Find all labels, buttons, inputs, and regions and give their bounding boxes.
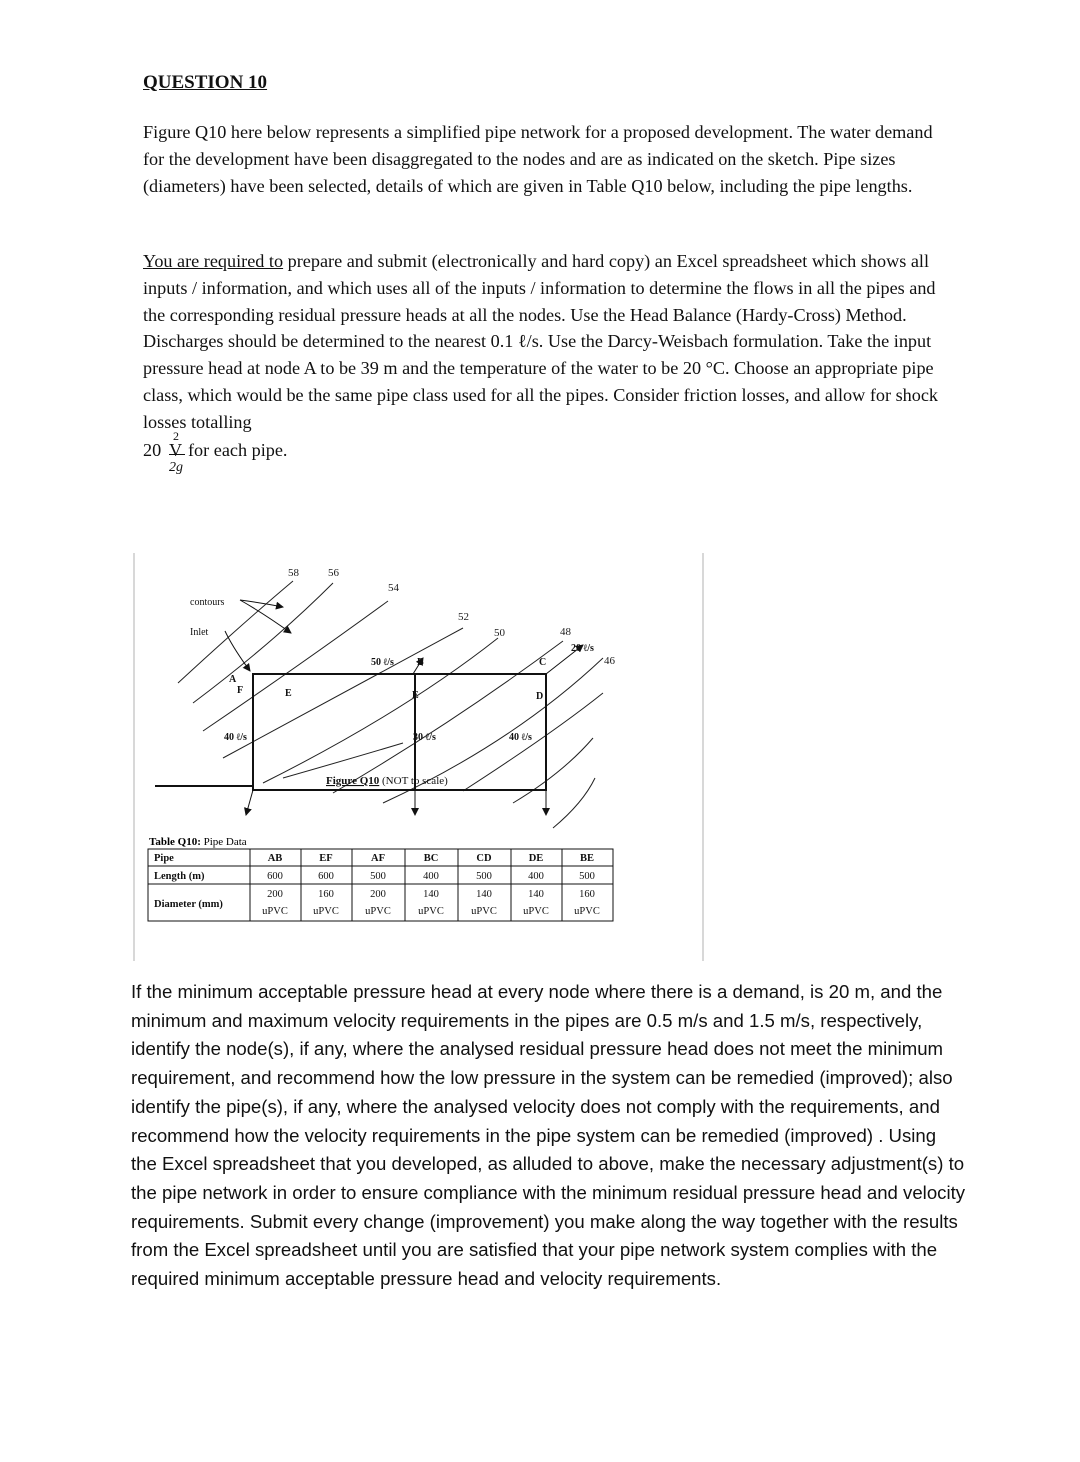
contours-label: contours xyxy=(190,597,225,608)
pipe-network-loop xyxy=(253,674,546,790)
node-b-label: B xyxy=(417,657,424,668)
material-cell: uPVC xyxy=(313,906,339,917)
formula-suffix: for each pipe. xyxy=(188,440,288,460)
contour-lower-4 xyxy=(283,743,403,778)
pipe-header-cell: AF xyxy=(371,853,385,864)
contour-label-52: 52 xyxy=(458,611,469,623)
left-demand-arrow xyxy=(246,790,253,815)
formula-fraction-bar xyxy=(169,454,185,455)
shock-loss-formula xyxy=(143,430,403,480)
material-cell: uPVC xyxy=(365,906,391,917)
pipe-header-cell: AB xyxy=(267,853,283,864)
figure-caption-note: (NOT to scale) xyxy=(379,775,448,787)
contour-54 xyxy=(203,601,388,731)
row-label-diameter: Diameter (mm) xyxy=(154,899,223,910)
diameter-cell: 140 xyxy=(423,889,439,900)
material-cell: uPVC xyxy=(262,906,288,917)
formula-coefficient: 20 xyxy=(143,440,162,460)
contour-label-46: 46 xyxy=(604,655,615,667)
formula-exponent: 2 xyxy=(173,429,179,443)
pipe-header-cell: BC xyxy=(423,853,439,864)
length-cell: 600 xyxy=(318,871,334,882)
pipe-network-figure xyxy=(133,553,705,963)
material-cell: uPVC xyxy=(574,906,600,917)
table-title-normal: Pipe Data xyxy=(200,836,247,848)
contour-label-54: 54 xyxy=(388,582,399,594)
table-title xyxy=(149,836,247,848)
demand-mid-label: 30 ℓ/s xyxy=(413,732,436,743)
contour-lower-2 xyxy=(513,738,593,803)
pipe-header-cell: EF xyxy=(319,853,333,864)
formula-numerator: V xyxy=(169,440,183,460)
node-e-left-label: E xyxy=(285,688,292,699)
node-a-label: A xyxy=(229,674,237,685)
node-e-mid-label: E xyxy=(412,690,419,701)
demand-c-label: 20 ℓ/s xyxy=(571,643,594,654)
diameter-cell: 160 xyxy=(318,889,334,900)
row-label-pipe: Pipe xyxy=(154,853,174,864)
diameter-cell: 140 xyxy=(476,889,492,900)
material-cell: uPVC xyxy=(418,906,444,917)
material-cell: uPVC xyxy=(523,906,549,917)
demand-right-label: 40 ℓ/s xyxy=(509,732,532,743)
demand-b-label: 50 ℓ/s xyxy=(371,657,394,668)
diameter-cell: 160 xyxy=(579,889,595,900)
diameter-cell: 140 xyxy=(528,889,544,900)
length-cell: 500 xyxy=(370,871,386,882)
inlet-label: Inlet xyxy=(190,627,209,638)
pipe-header-cell: CD xyxy=(476,853,492,864)
formula-denominator: 2g xyxy=(169,460,183,475)
figure-caption-bold: Figure Q10 xyxy=(326,775,380,787)
question-heading: QUESTION 10 xyxy=(143,72,268,93)
contour-label-50: 50 xyxy=(494,627,505,639)
length-cell: 500 xyxy=(579,871,595,882)
requirements-text: prepare and submit (electronically and hard copy) an Excel spreadsheet which shows all inputs / information, and which uses all of the inputs / information to determine the flows in all the pipes and the corresponding residual pressure heads at all the nodes. Use the Head Balance (Hardy-Cross) Method. Discharges should be determined to the nearest 0.1 ℓ/s. Use the Darcy-Weisbach formulation. Take the input pressure head at node A to be 39 m and the temperature of the water to be 20 °C. Choose an appropriate pipe class, which would be the same pipe class used for all the pipes. Consider friction losses, and allow for shock losses totalling xyxy=(143,251,939,432)
intro-paragraph: Figure Q10 here below represents a simplified pipe network for a proposed development. The water demand for the development have been disaggregated to the nodes and are as indicated on the sketch. Pipe sizes (diameters) have been selected, details of which are given in Table Q10 below, including the pipe lengths. xyxy=(143,122,933,196)
pipe-header-cell: DE xyxy=(528,853,544,864)
figure-caption xyxy=(326,775,448,787)
node-f-label: F xyxy=(237,685,244,696)
contour-label-56: 56 xyxy=(328,567,339,579)
pipe-data-table xyxy=(148,849,613,921)
panel-left-border xyxy=(133,553,135,961)
compliance-paragraph: If the minimum acceptable pressure head at every node where there is a demand, is 20 m, and the minimum and maximum velocity requirements in the pipes are 0.5 m/s and 1.5 m/s, respectively, identify the node(s), if any, where the analysed residual pressure head does not meet the minimum requirement, and recommend how the low pressure in the system can be remedied (improved); also identify the pipe(s), if any, where the analysed velocity does not comply with the requirements, and recommend how the velocity requirements in the pipe system can be remedied (improved) . Using the Excel spreadsheet that you developed, as alluded to above, make the necessary adjustment(s) to the pipe network in order to ensure compliance with the minimum residual pressure head and velocity requirements. Submit every change (improvement) you make along the way together with the results from the Excel spreadsheet until you are satisfied that your pipe network system complies with the required minimum acceptable pressure head and velocity requirements. xyxy=(131,981,966,1290)
row-label-length: Length (m) xyxy=(154,871,205,882)
pipe-header-cell: BE xyxy=(579,853,595,864)
diameter-cell: 200 xyxy=(370,889,386,900)
demand-left-label: 40 ℓ/s xyxy=(224,732,247,743)
diameter-cell: 200 xyxy=(267,889,283,900)
table-title-bold: Table Q10: xyxy=(149,836,201,848)
required-phrase: You are required to xyxy=(143,251,284,271)
contour-label-58: 58 xyxy=(288,567,299,579)
contour-label-48: 48 xyxy=(560,626,571,638)
length-cell: 400 xyxy=(423,871,439,882)
figure-q10-panel xyxy=(133,553,705,963)
material-cell: uPVC xyxy=(471,906,497,917)
contour-lower-3 xyxy=(553,778,595,828)
length-cell: 500 xyxy=(476,871,492,882)
node-d-label: D xyxy=(536,691,544,702)
node-c-label: C xyxy=(539,657,547,668)
contour-lower-1 xyxy=(463,693,603,791)
length-cell: 400 xyxy=(528,871,544,882)
requirements-paragraph xyxy=(143,248,943,436)
length-cell: 600 xyxy=(267,871,283,882)
panel-right-border xyxy=(702,553,704,961)
